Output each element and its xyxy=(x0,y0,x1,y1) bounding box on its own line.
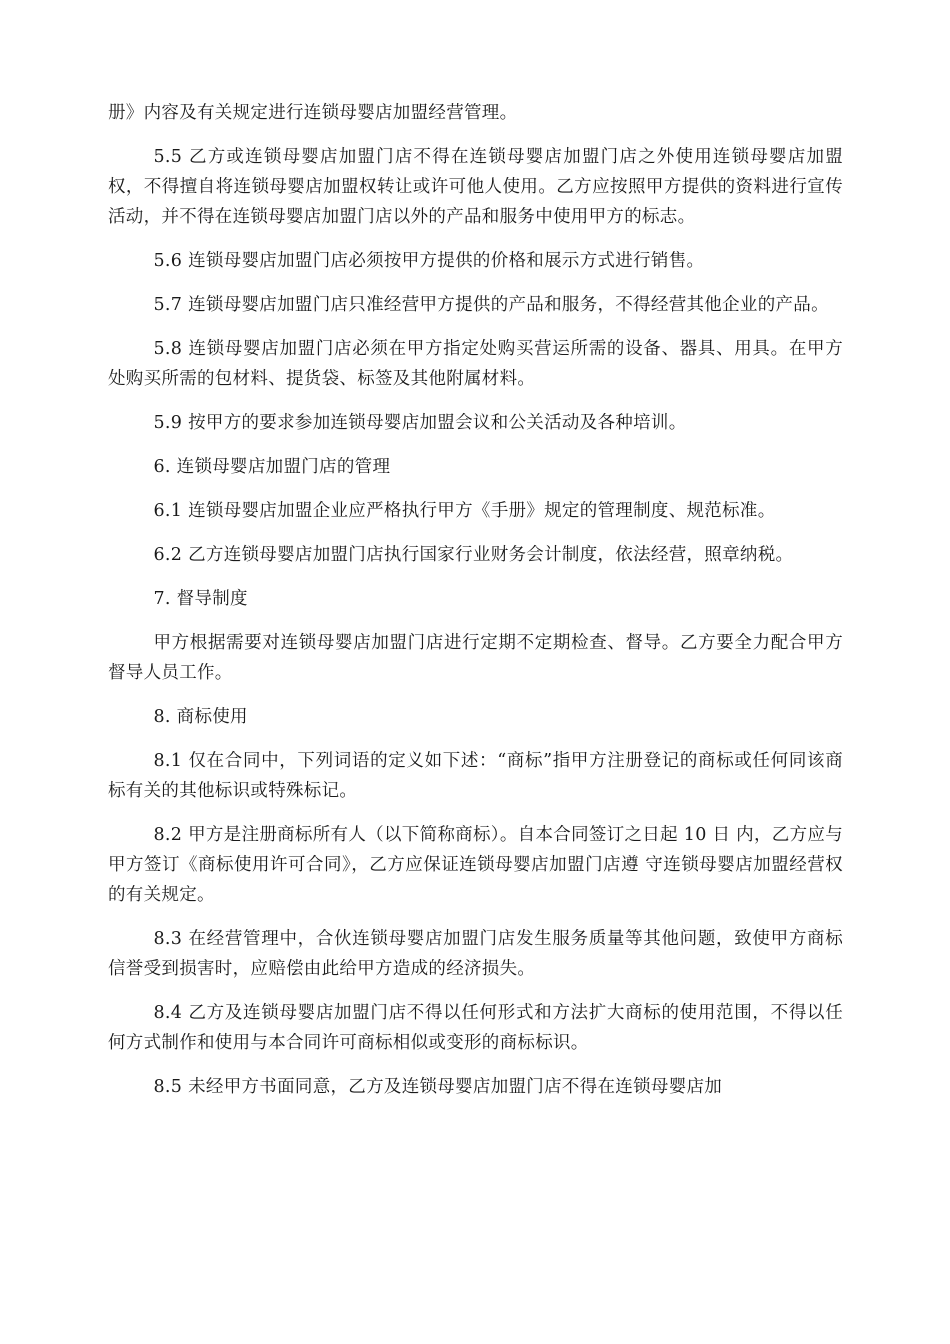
section-heading-7: 7. 督导制度 xyxy=(153,589,248,609)
paragraph-6-2: 6.2 乙方连锁母婴店加盟门店执行国家行业财务会计制度，依法经营，照章纳税。 xyxy=(153,545,794,565)
paragraph-8-5: 8.5 未经甲方书面同意，乙方及连锁母婴店加盟门店不得在连锁母婴店加 xyxy=(153,1077,723,1097)
paragraph-8-4: 8.4 乙方及连锁母婴店加盟门店不得以任何形式和方法扩大商标的使用范围，不得以任何方式制作和使用与本合同许可商标相似或变形的商标标识。 xyxy=(108,1003,843,1053)
paragraph-7-body: 甲方根据需要对连锁母婴店加盟门店进行定期不定期检查、督导。乙方要全力配合甲方督导人员工作。 xyxy=(108,633,843,683)
paragraph-1: 册》内容及有关规定进行连锁母婴店加盟经营管理。 xyxy=(108,103,518,123)
paragraph-5-8: 5.8 连锁母婴店加盟门店必须在甲方指定处购买营运所需的设备、器具、用具。在甲方处购买所需的包材料、提货袋、标签及其他附属材料。 xyxy=(108,339,843,389)
section-heading-6: 6. 连锁母婴店加盟门店的管理 xyxy=(153,457,391,477)
paragraph-5-6: 5.6 连锁母婴店加盟门店必须按甲方提供的价格和展示方式进行销售。 xyxy=(153,251,705,271)
document-page xyxy=(108,98,843,1116)
paragraph-8-2: 8.2 甲方是注册商标所有人（以下简称商标）。自本合同签订之日起 10 日 内，乙方应与甲方签订《商标使用许可合同》，乙方应保证连锁母婴店加盟门店遵 守连锁母婴店加盟经营权的有关规定。 xyxy=(108,825,843,905)
paragraph-6-1: 6.1 连锁母婴店加盟企业应严格执行甲方《手册》规定的管理制度、规范标准。 xyxy=(153,501,776,521)
paragraph-5-9: 5.9 按甲方的要求参加连锁母婴店加盟会议和公关活动及各种培训。 xyxy=(153,413,687,433)
paragraph-8-3: 8.3 在经营管理中，合伙连锁母婴店加盟门店发生服务质量等其他问题，致使甲方商标信誉受到损害时，应赔偿由此给甲方造成的经济损失。 xyxy=(108,929,843,979)
paragraph-5-5: 5.5 乙方或连锁母婴店加盟门店不得在连锁母婴店加盟门店之外使用连锁母婴店加盟权，不得擅自将连锁母婴店加盟权转让或许可他人使用。乙方应按照甲方提供的资料进行宣传活动，并不得在连锁母婴店加盟门店以外的产品和服务中使用甲方的标志。 xyxy=(108,147,843,227)
paragraph-8-1: 8.1 仅在合同中，下列词语的定义如下述：“商标”指甲方注册登记的商标或任何同该商标有关的其他标识或特殊标记。 xyxy=(108,751,843,801)
paragraph-5-7: 5.7 连锁母婴店加盟门店只准经营甲方提供的产品和服务，不得经营其他企业的产品。 xyxy=(153,295,829,315)
section-heading-8: 8. 商标使用 xyxy=(153,707,248,727)
